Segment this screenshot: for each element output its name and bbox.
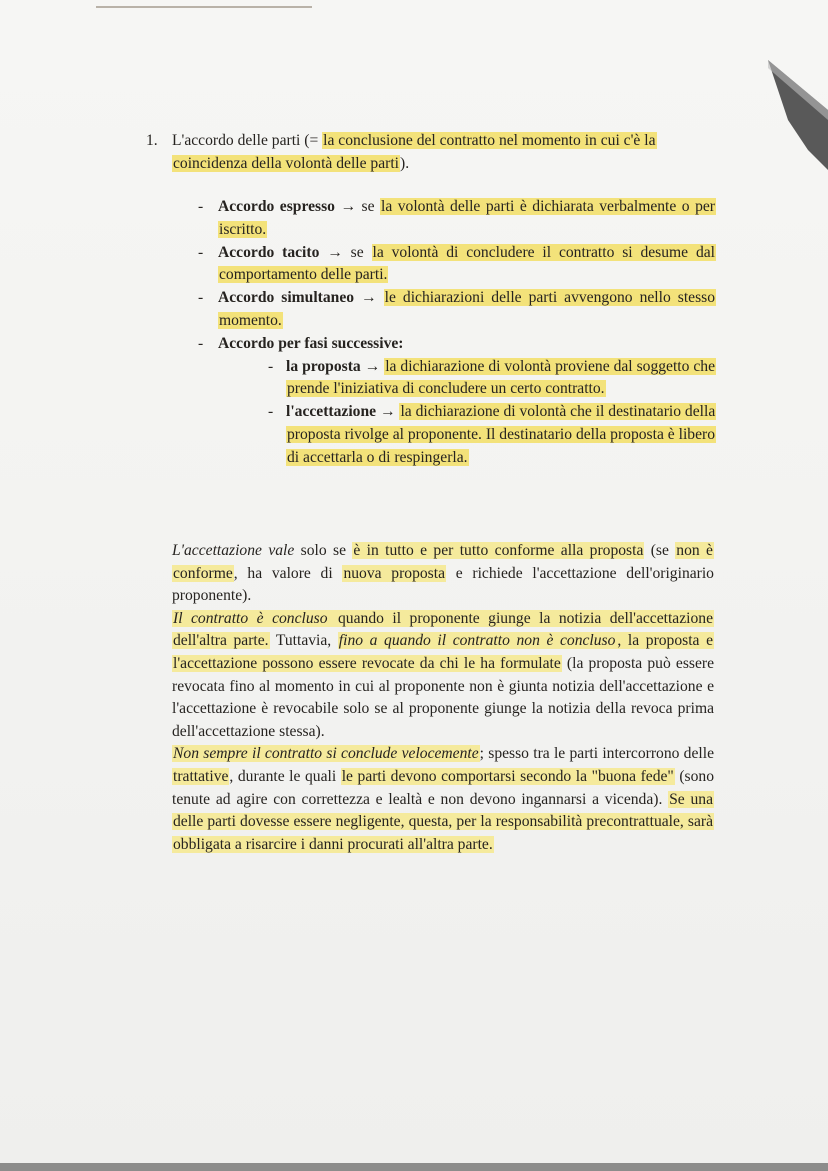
highlight: nuova proposta xyxy=(343,564,445,582)
item-number: 1. xyxy=(146,132,158,149)
highlight: Se una delle parti dovesse essere negligente, questa, per la responsabilità precontrattuale, sarà obbligata a risarcire i danni procurati all'altra parte. xyxy=(173,790,713,853)
text: , ha valore di xyxy=(233,564,343,582)
emph: Non sempre il contratto si conclude velocemente xyxy=(173,745,479,763)
paren-close: ). xyxy=(400,154,410,172)
arrow: → xyxy=(354,289,384,307)
text: (sono tenute ad agire con correttezza e lealtà e non devono ingannarsi a vicenda). xyxy=(172,767,714,808)
list-item xyxy=(266,356,716,402)
list-item xyxy=(196,196,716,242)
accettazione-text: la dichiarazione di volontà che il destinatario della proposta rivolge al proponente. Il destinatario della proposta è libero di accettarla o di respingerla. xyxy=(287,403,716,466)
text: solo se xyxy=(294,542,353,559)
accordo-fasi-term: Accordo per fasi successive: xyxy=(218,334,404,352)
accordo-tacito-term: Accordo tacito xyxy=(218,243,320,261)
highlight: è in tutto e per tutto conforme alla proposta xyxy=(353,542,644,559)
text: (la proposta può essere revocata fino al momento in cui al proponente non è giunta notizia dell'accettazione e l'accettazione è revocabile solo se al proponente giunge la notizia della revoca prima dell'accettazione stessa). xyxy=(172,654,714,740)
text: ; spesso tra le parti intercorrono delle xyxy=(479,745,714,763)
list-item xyxy=(196,242,716,288)
accordo-espresso-term: Accordo espresso xyxy=(218,198,335,215)
emph: Il contratto è concluso xyxy=(173,609,328,627)
item-heading-definition: la conclusione del contratto nel momento in cui c'è la coincidenza della volontà delle parti xyxy=(173,132,656,172)
highlight: trattative xyxy=(173,767,229,785)
paragraph-accettazione xyxy=(172,540,714,608)
list-item xyxy=(196,333,716,470)
arrow: → xyxy=(376,403,400,421)
text: , durante le quali xyxy=(229,767,341,785)
accordo-espresso-text: la volontà delle parti è dichiarata verbalmente o per iscritto. xyxy=(219,198,716,238)
highlight: le parti devono comportarsi secondo la "buona fede" xyxy=(341,767,674,785)
bottom-edge xyxy=(0,1163,828,1171)
highlight: quando il proponente giunge la notizia dell'accettazione dell'altra parte. xyxy=(173,609,713,650)
paragraph-conclusione xyxy=(172,608,714,744)
paragraph-trattative xyxy=(172,743,714,856)
arrow: → se xyxy=(334,198,381,215)
paren-open: (= xyxy=(300,132,323,149)
proposta-term: la proposta xyxy=(286,357,361,375)
highlight: non è conforme xyxy=(173,542,713,582)
emph: fino a quando il contratto non è concluso xyxy=(338,632,616,650)
arrow: → xyxy=(360,357,385,375)
top-rule xyxy=(96,6,312,8)
page-corner-shadow xyxy=(768,0,828,200)
arrow: → se xyxy=(319,243,372,261)
emph: L'accettazione vale xyxy=(172,542,295,559)
item-heading xyxy=(172,130,720,175)
list-item xyxy=(266,401,716,469)
list-item xyxy=(196,287,716,333)
text: e richiede l'accettazione dell'originario proponente). xyxy=(172,564,714,605)
fasi-list xyxy=(218,356,716,470)
proposta-text: la dichiarazione di volontà proviene dal soggetto che prende l'iniziativa di concludere un certo contratto. xyxy=(287,357,716,398)
item-heading-lead: L'accordo delle parti xyxy=(172,132,301,149)
accordi-list xyxy=(196,196,716,470)
accordo-simultaneo-term: Accordo simultaneo xyxy=(218,289,355,307)
text: (se xyxy=(644,542,676,559)
highlight: , la proposta e l'accettazione possono essere revocate da chi le ha formulate xyxy=(173,632,713,672)
body-text xyxy=(172,540,714,856)
text: Tuttavia, xyxy=(269,632,338,650)
accordo-tacito-text: la volontà di concludere il contratto si desume dal comportamento delle parti. xyxy=(219,243,715,284)
accettazione-term: l'accettazione xyxy=(286,403,377,421)
accordo-simultaneo-text: le dichiarazioni delle parti avvengono nello stesso momento. xyxy=(219,289,716,329)
